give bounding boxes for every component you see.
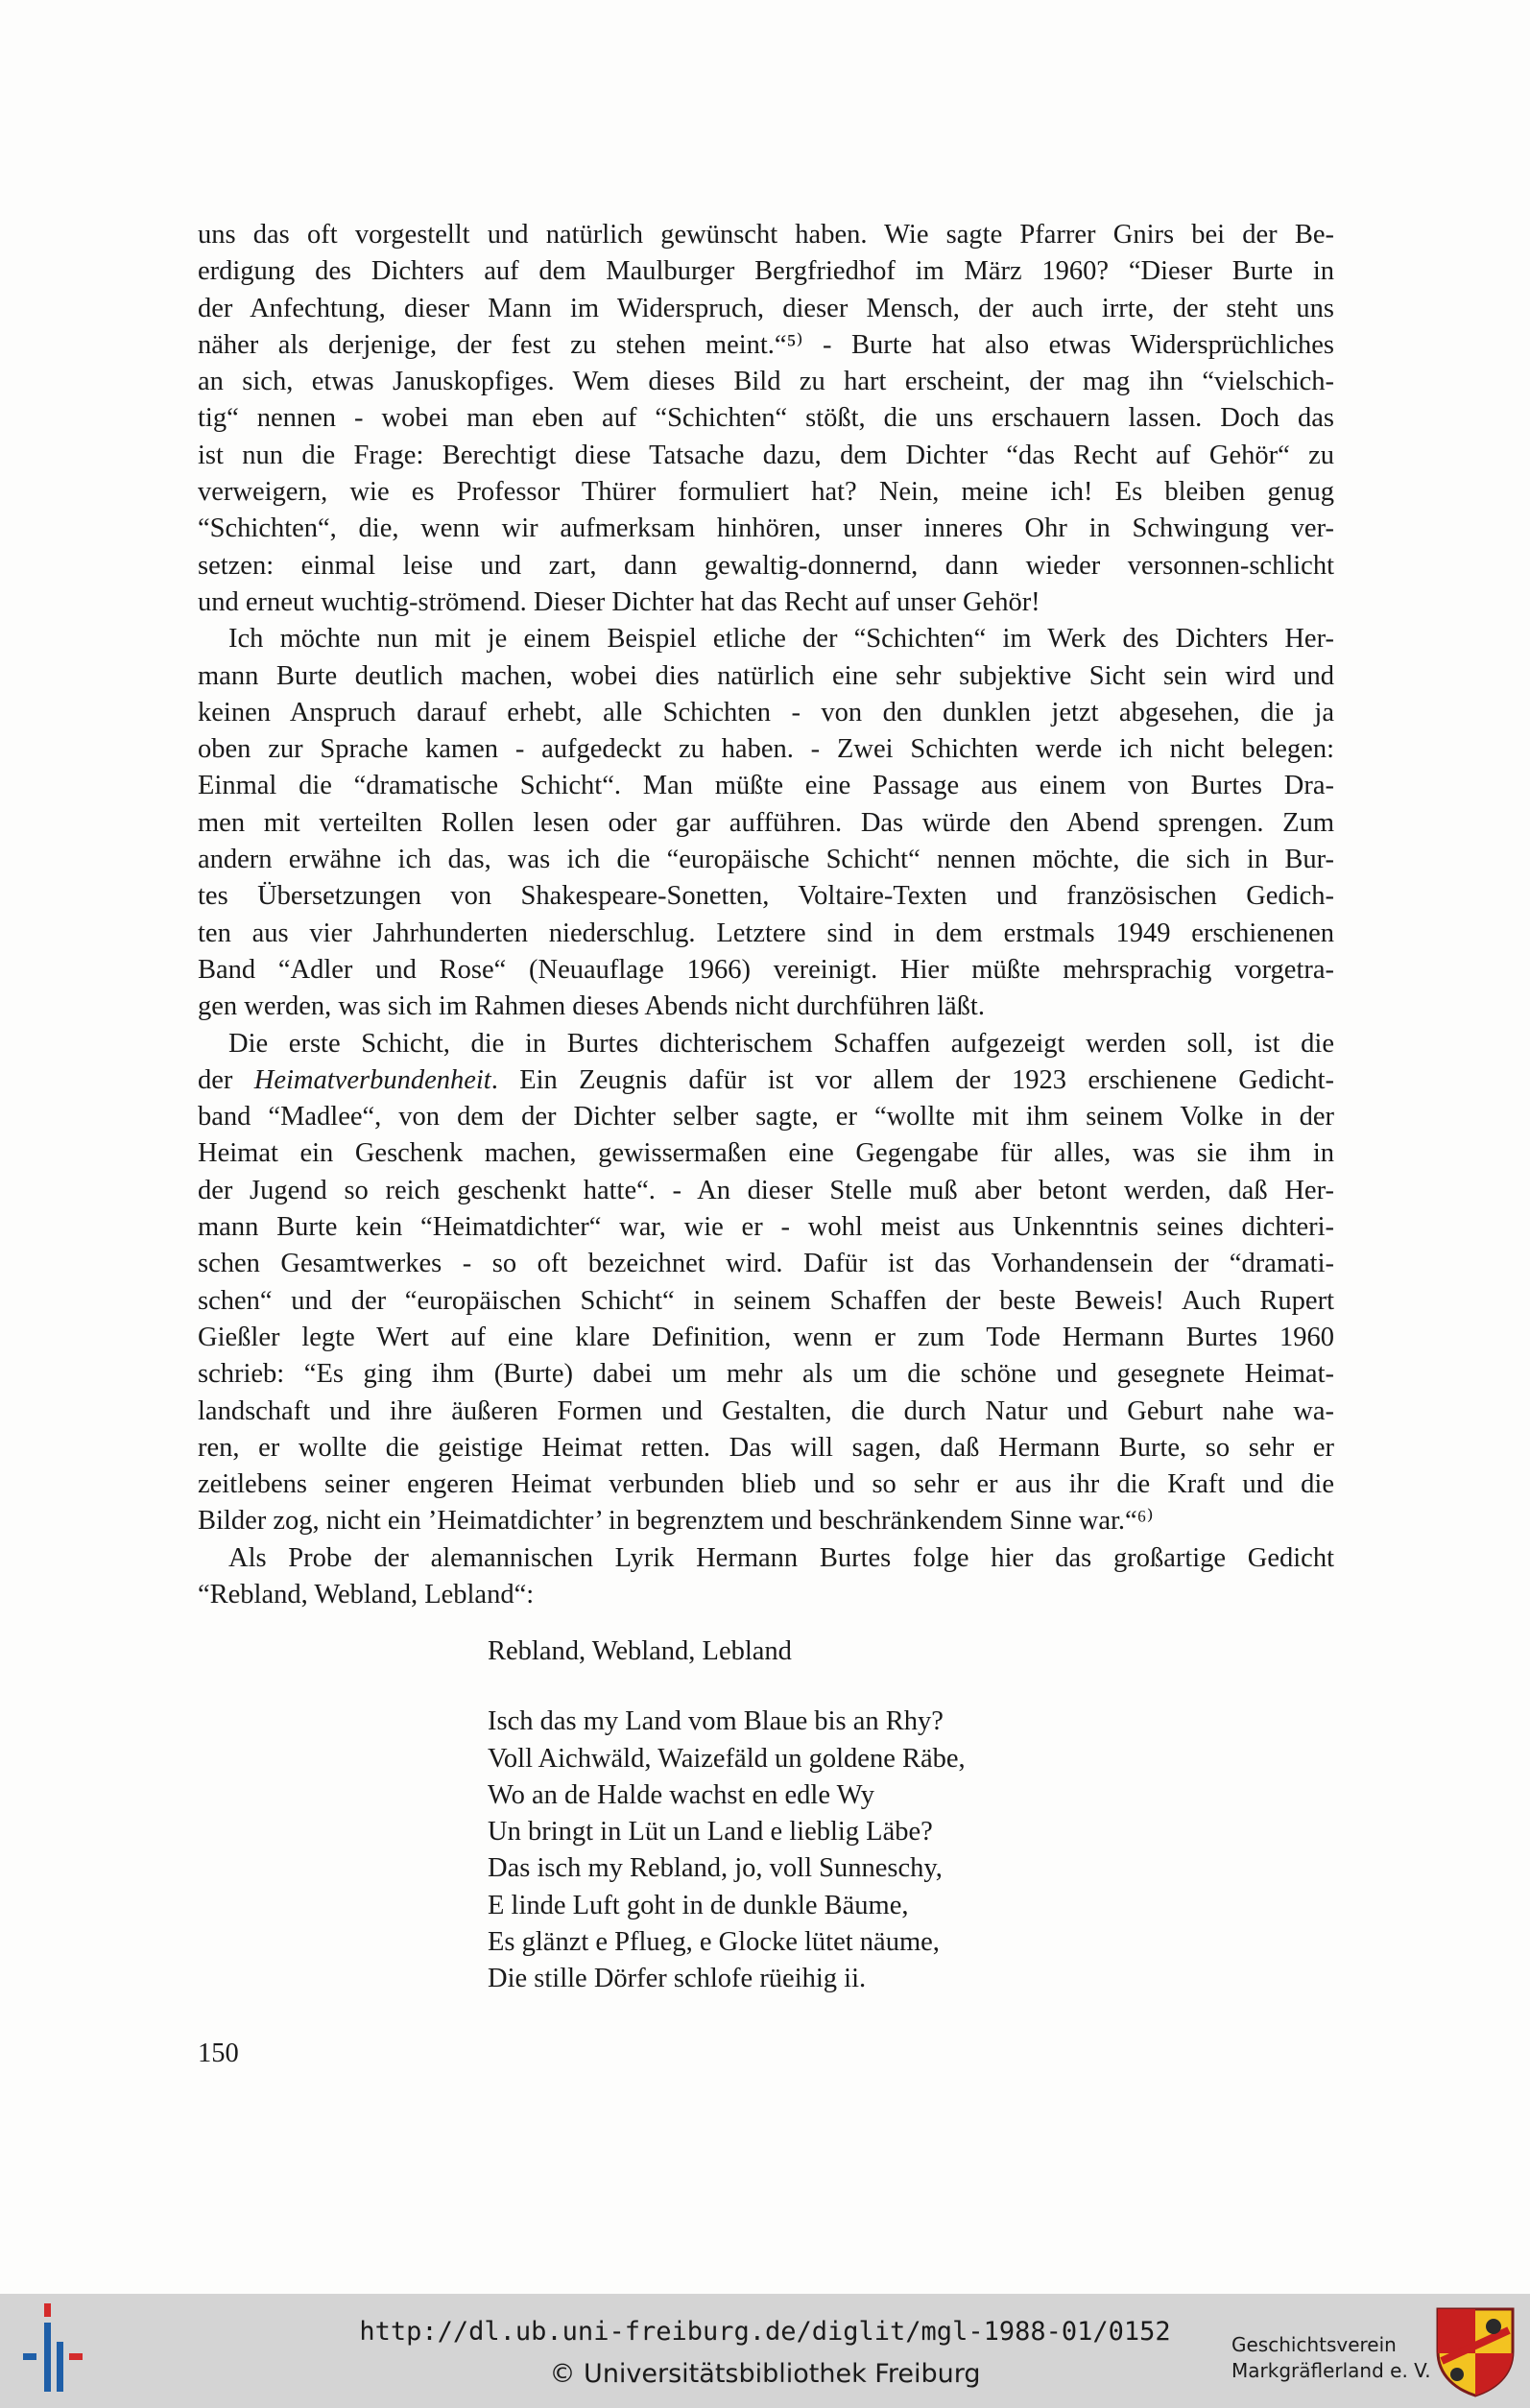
text-line: gen werden, was sich im Rahmen dieses Abends nicht durchführen läßt. (198, 991, 985, 1022)
publisher-name (1231, 2332, 1431, 2384)
emphasis: Heimatverbundenheit (253, 1064, 491, 1095)
page-number: 150 (198, 2038, 239, 2068)
text-line: Als Probe der alemannischen Lyrik Hermann Burtes folge hier das großartige Gedicht (228, 1542, 1334, 1573)
poem-line: Wo an de Halde wachst en edle Wy (488, 1779, 875, 1810)
text-line: Ich möchte nun mit je einem Beispiel etliche der “Schichten“ im Werk des Dichters Her- (228, 624, 1334, 655)
text-line: verweigern, wie es Professor Thürer formuliert hat? Nein, meine ich! Es bleiben genug (198, 477, 1334, 508)
text-line: Die erste Schicht, die in Burtes dichterischem Schaffen aufgezeigt werden soll, ist die (228, 1028, 1334, 1059)
coat-of-arms-icon (1434, 2305, 1517, 2397)
text-line: zeitlebens seiner engeren Heimat verbunden blieb und so sehr er aus ihr die Kraft und die (198, 1469, 1334, 1500)
text-line: ren, er wollte die geistige Heimat retten. Das will sagen, daß Hermann Burte, so sehr er (198, 1432, 1334, 1463)
text-line: Gießler legte Wert auf eine klare Definition, wenn er zum Tode Hermann Burtes 1960 (198, 1322, 1334, 1352)
paragraph-2 (198, 621, 1334, 1025)
text-line: Bilder zog, nicht ein ’Heimatdichter’ in begrenztem und beschränkendem Sinne war.“⁶⁾ (198, 1506, 1154, 1537)
text-line: Einmal die “dramatische Schicht“. Man müßte eine Passage aus einem von Burtes Dra- (198, 771, 1334, 801)
text-line: “Schichten“, die, wenn wir aufmerksam hinhören, unser inneres Ohr in Schwingung ver- (198, 513, 1334, 544)
text-line: mann Burte deutlich machen, wobei dies natürlich eine sehr subjektive Sicht sein wird und (198, 660, 1334, 691)
paragraph-3 (198, 1026, 1334, 1540)
text-line: mann Burte kein “Heimatdichter“ war, wie er - wohl meist aus Unkenntnis seines dichteri- (198, 1212, 1334, 1243)
poem-title: Rebland, Webland, Lebland (488, 1636, 792, 1666)
text-line: Band “Adler und Rose“ (Neuauflage 1966) vereinigt. Hier müßte mehrsprachig vorgetra- (198, 954, 1334, 985)
poem-line: E linde Luft goht in de dunkle Bäume, (488, 1890, 909, 1920)
text-line: men mit verteilten Rollen lesen oder gar aufführen. Das würde den Abend sprengen. Zum (198, 807, 1334, 838)
footer-bar (0, 2294, 1530, 2408)
poem-line: Es glänzt e Pflueg, e Glocke lütet näume, (488, 1927, 940, 1958)
poem (488, 1633, 966, 1998)
body-text (198, 217, 1334, 1613)
text-line: setzen: einmal leise und zart, dann gewaltig-donnernd, dann wieder versonnen-schlicht (198, 550, 1334, 581)
text-line: “Rebland, Webland, Lebland“: (198, 1579, 535, 1609)
publisher-line-1: Geschichtsverein (1231, 2333, 1397, 2356)
text-line: schen Gesamtwerkes - so oft bezeichnet wird. Dafür ist das Vorhandensein der “dramati- (198, 1249, 1334, 1279)
poem-line: Isch das my Land vom Blaue bis an Rhy? (488, 1706, 944, 1737)
text-line: schen“ und der “europäischen Schicht“ in seinem Schaffen der beste Beweis! Auch Rupert (198, 1285, 1334, 1316)
paragraph-1 (198, 217, 1334, 621)
poem-line: Un bringt in Lüt un Land e lieblig Läbe? (488, 1817, 933, 1848)
text-line: an sich, etwas Januskopfiges. Wem dieses Bild zu hart erscheint, der mag ihn “vielschich- (198, 367, 1334, 397)
text-line: der Jugend so reich geschenkt hatte“. - An dieser Stelle muß aber betont werden, daß Her- (198, 1175, 1334, 1205)
text-line: der Anfechtung, dieser Mann im Widerspruch, dieser Mensch, der auch irrte, der steht uns (198, 293, 1334, 323)
poem-line: Das isch my Rebland, jo, voll Sunneschy, (488, 1853, 943, 1884)
text-line: Heimat ein Geschenk machen, gewissermaßen eine Gegengabe für alles, was sie ihm in (198, 1138, 1334, 1169)
text-line: der Heimatverbundenheit. Ein Zeugnis dafür ist vor allem der 1923 erschienene Gedicht- (198, 1064, 1334, 1095)
text-line: band “Madlee“, von dem der Dichter selber sagte, er “wollte mit ihm seinem Volke in der (198, 1102, 1334, 1132)
paragraph-4 (198, 1540, 1334, 1614)
source-url-link[interactable]: http://dl.ub.uni-freiburg.de/diglit/mgl-1988-01/0152 (359, 2317, 1171, 2347)
text-line: andern erwähne ich das, was ich die “europäische Schicht“ nennen möchte, die sich in Bur- (198, 845, 1334, 875)
text-line: landschaft und ihre äußeren Formen und Gestalten, die durch Natur und Geburt nahe wa- (198, 1395, 1334, 1426)
copyright-text: © Universitätsbibliothek Freiburg (549, 2359, 981, 2389)
text-line: ten aus vier Jahrhunderten niederschlug. Letztere sind in dem erstmals 1949 erschienenen (198, 918, 1334, 948)
text-line: oben zur Sprache kamen - aufgedeckt zu haben. - Zwei Schichten werde ich nicht belegen: (198, 734, 1334, 765)
text-line: ist nun die Frage: Berechtigt diese Tatsache dazu, dem Dichter “das Recht auf Gehör“ zu (198, 440, 1334, 470)
text-line: schrieb: “Es ging ihm (Burte) dabei um mehr als um die schöne und gesegnete Heimat- (198, 1359, 1334, 1390)
poem-line: Voll Aichwäld, Waizefäld un goldene Räbe, (488, 1743, 966, 1774)
text-line: tig“ nennen - wobei man eben auf “Schichten“ stößt, die uns erschauern lassen. Doch das (198, 403, 1334, 434)
text-line: uns das oft vorgestellt und natürlich gewünscht haben. Wie sagte Pfarrer Gnirs bei der Be- (198, 220, 1334, 250)
text-line: keinen Anspruch darauf erhebt, alle Schichten - von den dunklen jetzt abgesehen, die ja (198, 697, 1334, 727)
text-line: und erneut wuchtig-strömend. Dieser Dichter hat das Recht auf unser Gehör! (198, 586, 1040, 617)
poem-line: Die stille Dörfer schlofe rüeihig ii. (488, 1964, 867, 1994)
publisher-line-2: Markgräflerland e. V. (1231, 2359, 1431, 2382)
text-line: tes Übersetzungen von Shakespeare-Sonetten, Voltaire-Texten und französischen Gedich- (198, 881, 1334, 912)
text-line: erdigung des Dichters auf dem Maulburger Bergfriedhof im März 1960? “Dieser Burte in (198, 256, 1334, 287)
text-line: näher als derjenige, der fest zu stehen meint.“⁵⁾ - Burte hat also etwas Widersprüchliches (198, 329, 1334, 360)
